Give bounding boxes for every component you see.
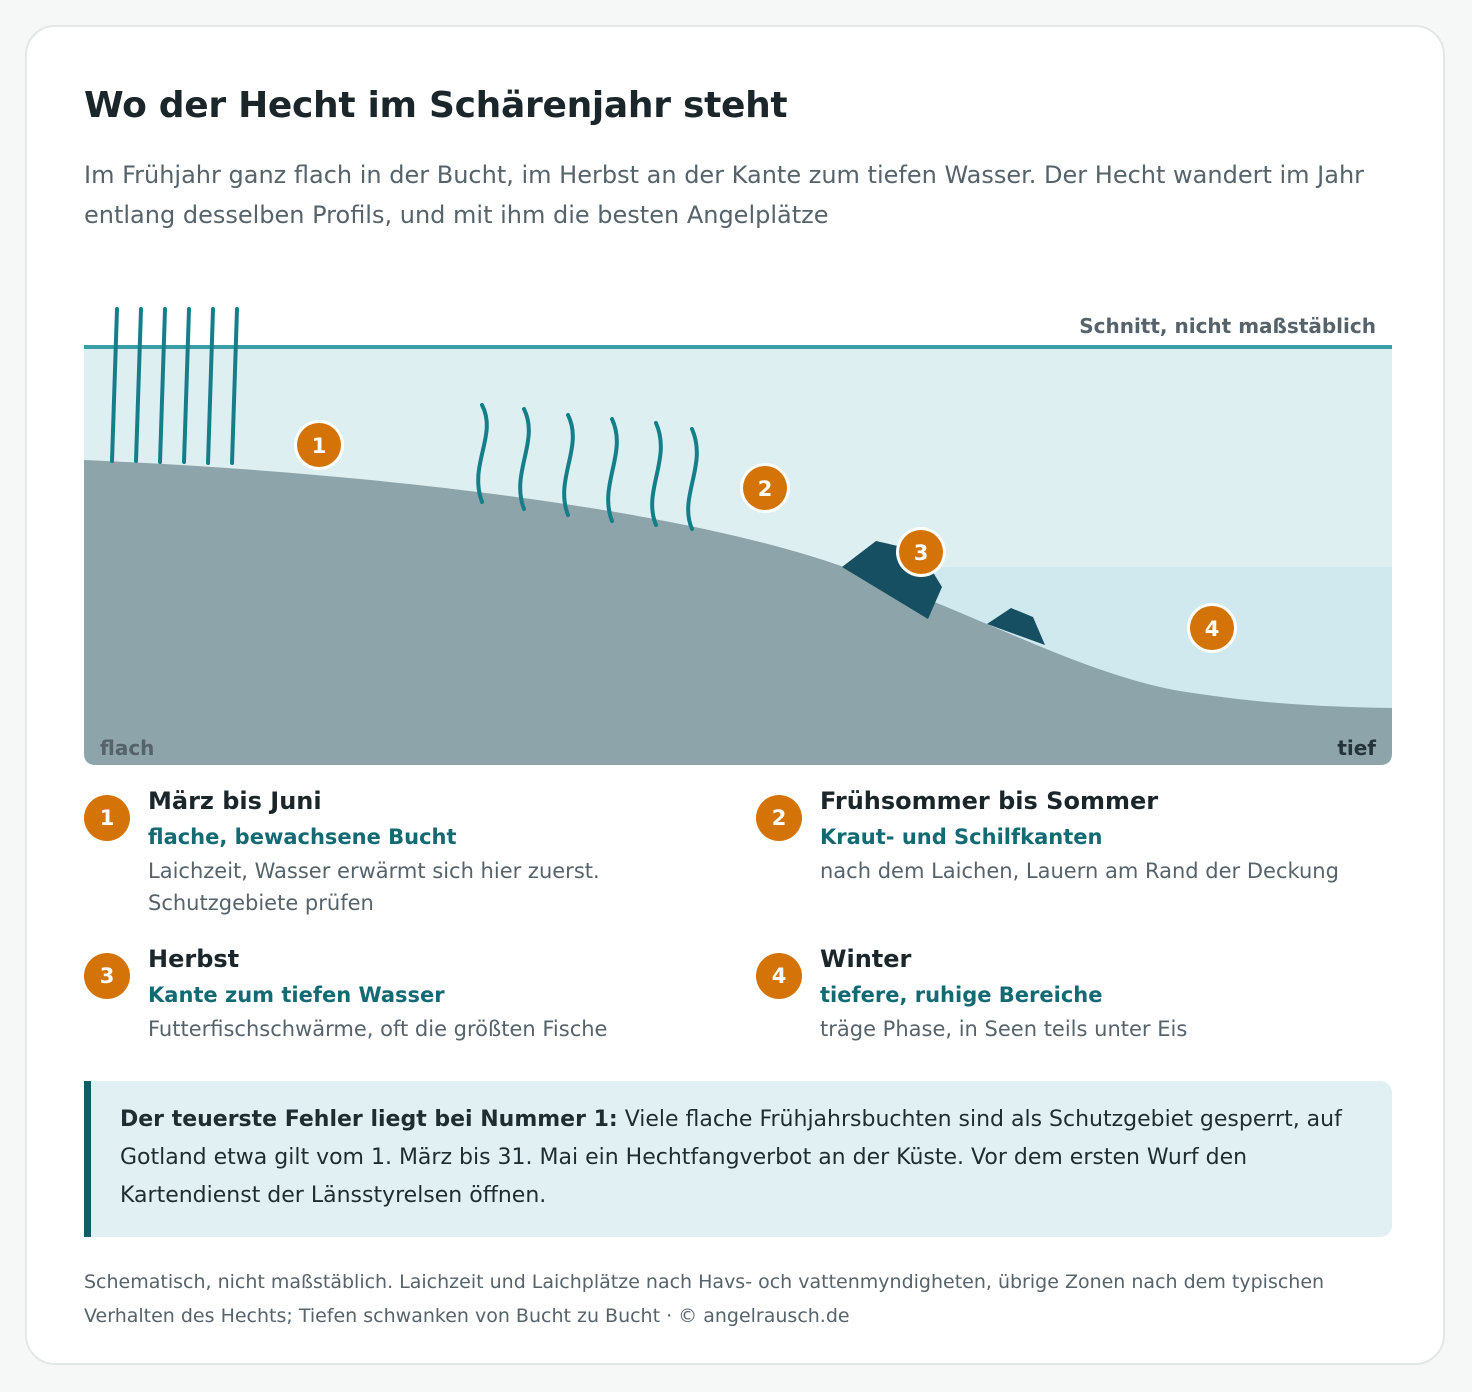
zone-marker-number: 1	[311, 434, 327, 458]
zone-marker-number: 3	[913, 541, 929, 565]
legend-place: Kante zum tiefen Wasser	[148, 983, 445, 1007]
legend-season: Winter	[820, 945, 912, 973]
legend-season: Herbst	[148, 945, 240, 973]
legend-season: Frühsommer bis Sommer	[820, 787, 1159, 815]
legend-place: Kraut- und Schilfkanten	[820, 825, 1103, 849]
legend-badge: 1	[84, 795, 130, 841]
zone-marker-number: 2	[757, 477, 773, 501]
zone-marker-4	[1187, 603, 1237, 653]
legend-place: flache, bewachsene Bucht	[148, 825, 457, 849]
infographic-card	[25, 25, 1445, 1365]
water-surface-line	[84, 345, 1392, 349]
legend-description: Laichzeit, Wasser erwärmt sich hier zuerst. Schutzgebiete prüfen	[148, 859, 600, 915]
legend-description: nach dem Laichen, Lauern am Rand der Deckung	[820, 859, 1339, 883]
legend-badge: 4	[756, 953, 802, 999]
zone-marker-3	[896, 527, 946, 577]
legend-season: März bis Juni	[148, 787, 322, 815]
legend-badge: 3	[84, 953, 130, 999]
warning-note-heading: Der teuerste Fehler liegt bei Nummer 1:	[120, 1107, 618, 1132]
zone-legend	[84, 787, 1394, 1085]
warning-note-text: Viele flache Frühjahrsbuchten sind als Schutzgebiet gesperrt, auf Gotland etwa gilt vom 1. März bis 31. Mai ein Hechtfangverbot an der Küste. Vor dem ersten Wurf den Kartendienst der Länsstyrelsen öffnen.	[120, 1107, 1342, 1208]
zone-marker-2	[740, 463, 790, 513]
zone-marker-1	[294, 420, 344, 470]
legend-description: träge Phase, in Seen teils unter Eis	[820, 1017, 1188, 1041]
page-subtitle: Im Frühjahr ganz flach in der Bucht, im Herbst an der Kante zum tiefen Wasser. Der Hecht wandert im Jahr entlang desselben Profils, und mit ihm die besten Angelplätze	[84, 161, 1365, 229]
legend-place: tiefere, ruhige Bereiche	[820, 983, 1103, 1007]
legend-description: Futterfischschwärme, oft die größten Fische	[148, 1017, 608, 1041]
profile-svg	[84, 305, 1392, 765]
scale-note: Schnitt, nicht maßstäblich	[1079, 314, 1376, 338]
shallow-label: flach	[100, 736, 155, 760]
warning-note	[84, 1081, 1392, 1237]
deep-label: tief	[1337, 736, 1376, 760]
page-title: Wo der Hecht im Schärenjahr steht	[84, 85, 788, 126]
zone-marker-number: 4	[1204, 617, 1220, 641]
source-footer: Schematisch, nicht maßstäblich. Laichzeit und Laichplätze nach Havs- och vattenmyndigheten, übrige Zonen nach dem typischen Verhalten des Hechts; Tiefen schwanken von Bucht zu Bucht · © angelrausch.de	[84, 1271, 1325, 1327]
lake-profile-diagram	[84, 305, 1392, 765]
legend-badge: 2	[756, 795, 802, 841]
